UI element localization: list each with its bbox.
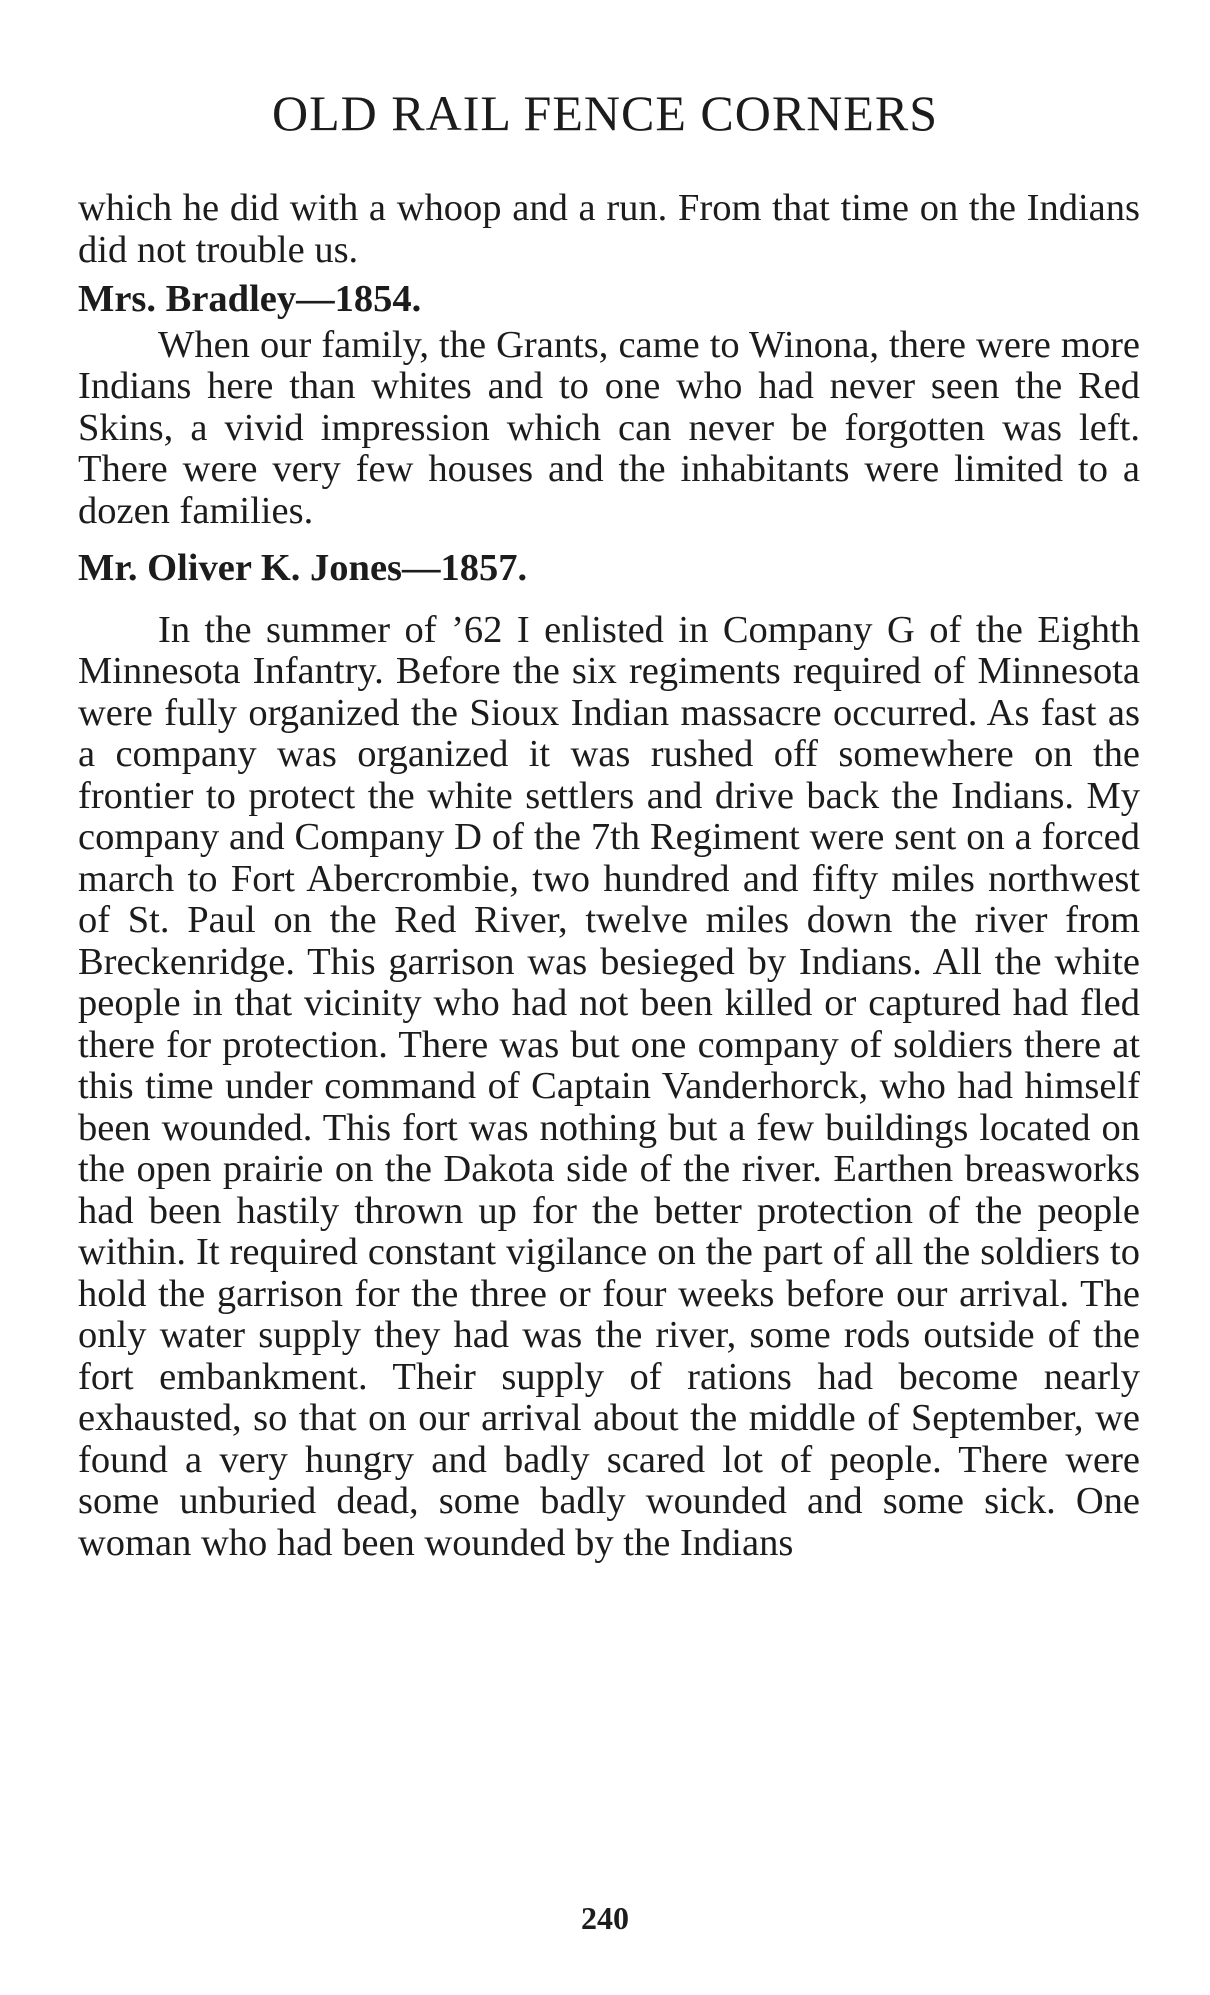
body-text bbox=[78, 188, 1140, 1564]
running-head: OLD RAIL FENCE CORNERS bbox=[271, 85, 939, 141]
continuation-paragraph: which he did with a whoop and a run. From that time on the Indians did not trouble us. bbox=[78, 187, 1140, 271]
paragraph-bradley: When our family, the Grants, came to Winona, there were more Indians here than whites and to one who had never seen the Red Skins, a vivid impression which can never be forgotten was left. There were very few houses and the inhabitants were limited to a dozen families. bbox=[78, 323, 1140, 532]
paragraph-jones: In the summer of ’62 I enlisted in Company G of the Eighth Minnesota Infantry. Before the six regiments required of Minnesota were fully organized the Sioux Indian massacre occurred. As fast as a company was organized it was rushed off somewhere on the frontier to protect the white settlers and drive back the Indians. My company and Company D of the 7th Regiment were sent on a forced march to Fort Abercrombie, two hundred and fifty miles northwest of St. Paul on the Red River, twelve miles down the river from Breckenridge. This garrison was besieged by Indians. All the white people in that vicinity who had not been killed or captured had fled there for protection. There was but one company of soldiers there at this time under command of Captain Vanderhorck, who had himself been wounded. This fort was nothing but a few buildings located on the open prairie on the Dakota side of the river. Earthen breasworks had been hastily thrown up for the better protection of the people within. It required constant vigilance on the part of all the soldiers to hold the garrison for the three or four weeks before our arrival. The only water supply they had was the river, some rods outside of the fort embankment. Their supply of rations had become nearly exhausted, so that on our arrival about the middle of September, we found a very hungry and badly scared lot of people. There were some unburied dead, some badly wounded and some sick. One woman who had been wounded by the Indians bbox=[78, 608, 1140, 1564]
speaker-heading-jones: Mr. Oliver K. Jones—1857. bbox=[78, 547, 528, 589]
speaker-heading-bradley: Mrs. Bradley—1854. bbox=[78, 278, 422, 320]
page-number: 240 bbox=[581, 1900, 629, 1936]
